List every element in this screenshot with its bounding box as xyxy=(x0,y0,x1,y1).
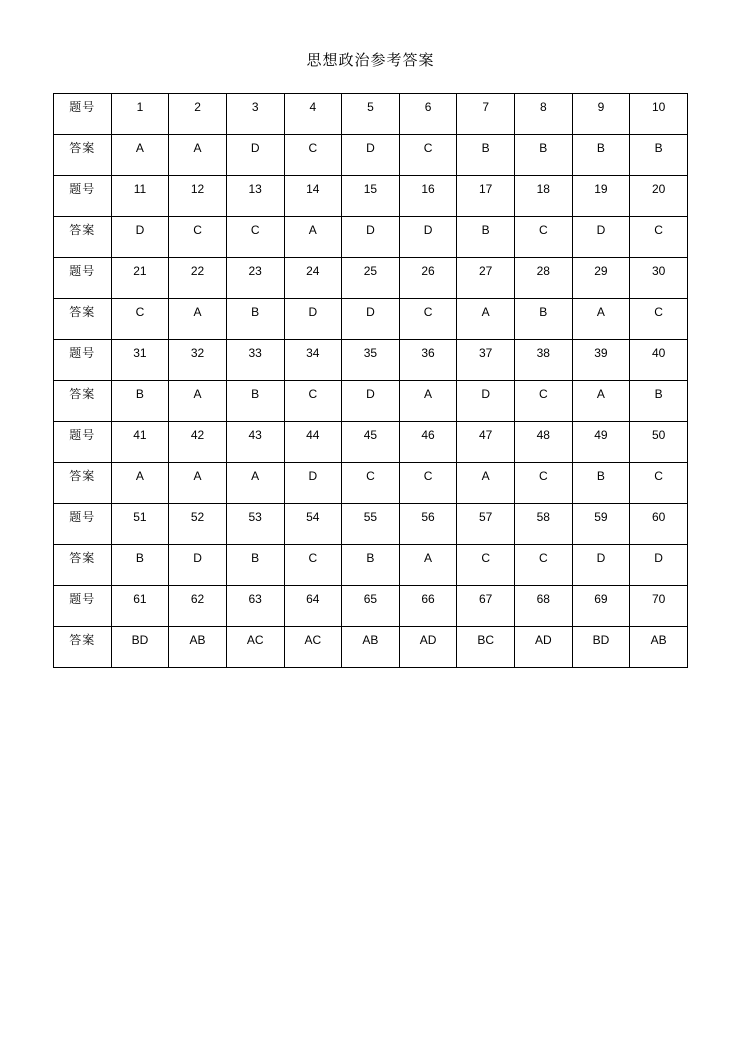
row-header-question-number: 题号 xyxy=(54,258,112,299)
answer-cell: A xyxy=(111,135,169,176)
answer-cell: C xyxy=(399,299,457,340)
answer-cell: B xyxy=(457,217,515,258)
answer-cell: B xyxy=(226,545,284,586)
answer-cell: D xyxy=(630,545,688,586)
answer-cell: C xyxy=(284,381,342,422)
question-number-row xyxy=(54,340,688,381)
answer-cell: A xyxy=(169,463,227,504)
answer-cell: AC xyxy=(284,627,342,668)
answer-cell: C xyxy=(399,135,457,176)
answer-cell: C xyxy=(284,545,342,586)
answer-cell: B xyxy=(515,299,573,340)
answer-cell: C xyxy=(515,217,573,258)
answer-key-table xyxy=(53,93,688,668)
row-header-answer: 答案 xyxy=(54,217,112,258)
question-number-row xyxy=(54,176,688,217)
answer-row xyxy=(54,545,688,586)
question-number-cell: 68 xyxy=(515,586,573,627)
answer-cell: A xyxy=(169,135,227,176)
question-number-cell: 57 xyxy=(457,504,515,545)
answer-cell: D xyxy=(457,381,515,422)
question-number-cell: 16 xyxy=(399,176,457,217)
question-number-cell: 39 xyxy=(572,340,630,381)
answer-cell: D xyxy=(342,299,400,340)
answer-cell: D xyxy=(226,135,284,176)
answer-cell: A xyxy=(284,217,342,258)
question-number-cell: 6 xyxy=(399,94,457,135)
question-number-cell: 35 xyxy=(342,340,400,381)
question-number-cell: 38 xyxy=(515,340,573,381)
answer-row xyxy=(54,463,688,504)
question-number-cell: 13 xyxy=(226,176,284,217)
question-number-cell: 10 xyxy=(630,94,688,135)
answer-cell: C xyxy=(342,463,400,504)
question-number-cell: 28 xyxy=(515,258,573,299)
question-number-cell: 14 xyxy=(284,176,342,217)
question-number-cell: 21 xyxy=(111,258,169,299)
row-header-question-number: 题号 xyxy=(54,340,112,381)
question-number-cell: 48 xyxy=(515,422,573,463)
answer-cell: BD xyxy=(572,627,630,668)
question-number-cell: 66 xyxy=(399,586,457,627)
answer-cell: B xyxy=(342,545,400,586)
answer-cell: C xyxy=(284,135,342,176)
answer-cell: C xyxy=(226,217,284,258)
answer-cell: AB xyxy=(630,627,688,668)
question-number-cell: 1 xyxy=(111,94,169,135)
question-number-cell: 43 xyxy=(226,422,284,463)
question-number-cell: 52 xyxy=(169,504,227,545)
answer-cell: A xyxy=(457,299,515,340)
question-number-cell: 27 xyxy=(457,258,515,299)
row-header-question-number: 题号 xyxy=(54,176,112,217)
answer-cell: C xyxy=(399,463,457,504)
answer-cell: AB xyxy=(169,627,227,668)
question-number-cell: 4 xyxy=(284,94,342,135)
question-number-cell: 40 xyxy=(630,340,688,381)
answer-cell: B xyxy=(572,463,630,504)
answer-cell: D xyxy=(399,217,457,258)
row-header-question-number: 题号 xyxy=(54,422,112,463)
answer-row xyxy=(54,217,688,258)
question-number-cell: 3 xyxy=(226,94,284,135)
answer-cell: BD xyxy=(111,627,169,668)
answer-cell: C xyxy=(515,381,573,422)
question-number-cell: 49 xyxy=(572,422,630,463)
question-number-row xyxy=(54,422,688,463)
answer-cell: C xyxy=(630,217,688,258)
row-header-answer: 答案 xyxy=(54,627,112,668)
answer-cell: B xyxy=(111,545,169,586)
answer-cell: A xyxy=(399,381,457,422)
question-number-cell: 18 xyxy=(515,176,573,217)
answer-row xyxy=(54,381,688,422)
row-header-answer: 答案 xyxy=(54,299,112,340)
question-number-cell: 55 xyxy=(342,504,400,545)
question-number-cell: 42 xyxy=(169,422,227,463)
question-number-cell: 69 xyxy=(572,586,630,627)
answer-cell: C xyxy=(169,217,227,258)
answer-cell: BC xyxy=(457,627,515,668)
question-number-cell: 59 xyxy=(572,504,630,545)
answer-cell: B xyxy=(111,381,169,422)
answer-cell: C xyxy=(515,463,573,504)
question-number-cell: 56 xyxy=(399,504,457,545)
answer-cell: B xyxy=(226,299,284,340)
page-title: 思想政治参考答案 xyxy=(306,52,435,69)
question-number-cell: 12 xyxy=(169,176,227,217)
answer-cell: C xyxy=(630,463,688,504)
answer-cell: A xyxy=(226,463,284,504)
question-number-cell: 24 xyxy=(284,258,342,299)
answer-cell: B xyxy=(630,135,688,176)
answer-cell: C xyxy=(111,299,169,340)
row-header-question-number: 题号 xyxy=(54,586,112,627)
question-number-cell: 58 xyxy=(515,504,573,545)
question-number-cell: 60 xyxy=(630,504,688,545)
answer-cell: B xyxy=(572,135,630,176)
answer-cell: D xyxy=(342,135,400,176)
row-header-answer: 答案 xyxy=(54,381,112,422)
answer-cell: B xyxy=(457,135,515,176)
question-number-cell: 9 xyxy=(572,94,630,135)
answer-cell: D xyxy=(169,545,227,586)
question-number-cell: 45 xyxy=(342,422,400,463)
answer-cell: AD xyxy=(399,627,457,668)
answer-cell: B xyxy=(515,135,573,176)
answer-cell: C xyxy=(515,545,573,586)
answer-cell: AD xyxy=(515,627,573,668)
question-number-cell: 7 xyxy=(457,94,515,135)
answer-cell: A xyxy=(399,545,457,586)
question-number-cell: 61 xyxy=(111,586,169,627)
question-number-cell: 29 xyxy=(572,258,630,299)
answer-cell: D xyxy=(572,545,630,586)
answer-cell: A xyxy=(572,299,630,340)
question-number-cell: 51 xyxy=(111,504,169,545)
question-number-cell: 26 xyxy=(399,258,457,299)
question-number-cell: 41 xyxy=(111,422,169,463)
answer-cell: AB xyxy=(342,627,400,668)
answer-cell: A xyxy=(111,463,169,504)
question-number-cell: 36 xyxy=(399,340,457,381)
question-number-cell: 44 xyxy=(284,422,342,463)
question-number-cell: 15 xyxy=(342,176,400,217)
question-number-cell: 22 xyxy=(169,258,227,299)
question-number-cell: 46 xyxy=(399,422,457,463)
answer-cell: B xyxy=(630,381,688,422)
answer-cell: D xyxy=(284,299,342,340)
question-number-cell: 8 xyxy=(515,94,573,135)
answer-cell: D xyxy=(111,217,169,258)
question-number-cell: 23 xyxy=(226,258,284,299)
answer-row xyxy=(54,627,688,668)
answer-cell: D xyxy=(284,463,342,504)
answer-key-table-body xyxy=(54,94,688,668)
question-number-cell: 20 xyxy=(630,176,688,217)
question-number-cell: 63 xyxy=(226,586,284,627)
question-number-cell: 2 xyxy=(169,94,227,135)
row-header-answer: 答案 xyxy=(54,135,112,176)
question-number-row xyxy=(54,258,688,299)
answer-cell: A xyxy=(169,381,227,422)
question-number-cell: 30 xyxy=(630,258,688,299)
question-number-cell: 65 xyxy=(342,586,400,627)
answer-cell: AC xyxy=(226,627,284,668)
row-header-question-number: 题号 xyxy=(54,94,112,135)
question-number-row xyxy=(54,586,688,627)
question-number-row xyxy=(54,504,688,545)
answer-cell: A xyxy=(457,463,515,504)
question-number-cell: 11 xyxy=(111,176,169,217)
question-number-cell: 32 xyxy=(169,340,227,381)
row-header-answer: 答案 xyxy=(54,463,112,504)
answer-cell: C xyxy=(630,299,688,340)
answer-cell: A xyxy=(169,299,227,340)
question-number-cell: 5 xyxy=(342,94,400,135)
question-number-cell: 67 xyxy=(457,586,515,627)
answer-cell: D xyxy=(572,217,630,258)
answer-row xyxy=(54,135,688,176)
question-number-cell: 33 xyxy=(226,340,284,381)
question-number-cell: 17 xyxy=(457,176,515,217)
question-number-cell: 19 xyxy=(572,176,630,217)
question-number-cell: 64 xyxy=(284,586,342,627)
row-header-answer: 答案 xyxy=(54,545,112,586)
answer-cell: D xyxy=(342,381,400,422)
answer-row xyxy=(54,299,688,340)
question-number-cell: 70 xyxy=(630,586,688,627)
answer-cell: D xyxy=(342,217,400,258)
question-number-cell: 25 xyxy=(342,258,400,299)
question-number-cell: 34 xyxy=(284,340,342,381)
question-number-cell: 37 xyxy=(457,340,515,381)
question-number-cell: 53 xyxy=(226,504,284,545)
question-number-row xyxy=(54,94,688,135)
question-number-cell: 50 xyxy=(630,422,688,463)
question-number-cell: 62 xyxy=(169,586,227,627)
answer-cell: B xyxy=(226,381,284,422)
answer-cell: A xyxy=(572,381,630,422)
question-number-cell: 31 xyxy=(111,340,169,381)
question-number-cell: 47 xyxy=(457,422,515,463)
answer-cell: C xyxy=(457,545,515,586)
row-header-question-number: 题号 xyxy=(54,504,112,545)
question-number-cell: 54 xyxy=(284,504,342,545)
